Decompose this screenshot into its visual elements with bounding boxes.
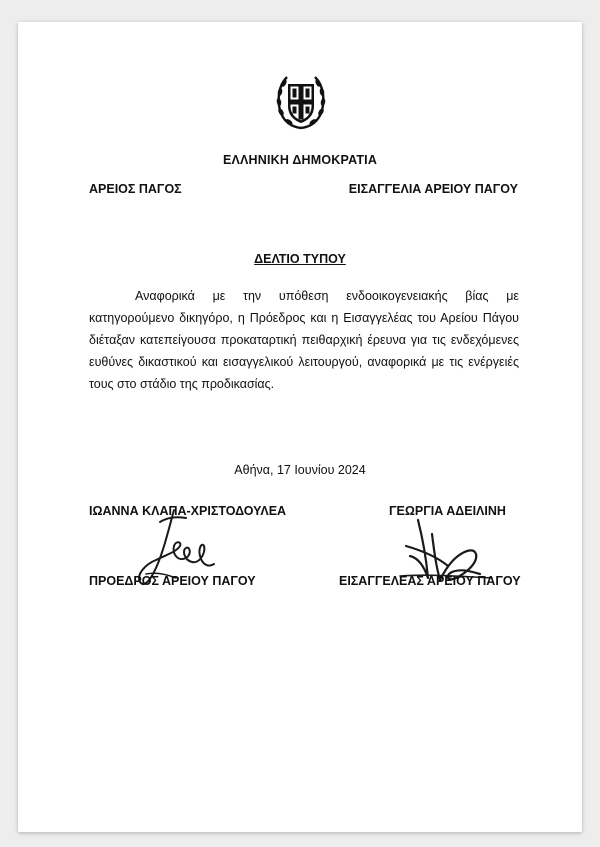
president-name: ΙΩΑΝΝΑ ΚΛΑΠΑ-ΧΡΙΣΤΟΔΟΥΛΕΑ (89, 504, 287, 518)
president-title: ΠΡΟΕΔΡΟΣ ΑΡΕΙΟΥ ΠΑΓΟΥ (89, 574, 256, 588)
dateline: Αθήνα, 17 Ιουνίου 2024 (234, 463, 366, 477)
prosecutor-title: ΕΙΣΑΓΓΕΛΕΑΣ ΑΡΕΙΟΥ ΠΑΓΟΥ (339, 574, 521, 588)
court-name: ΑΡΕΙΟΣ ΠΑΓΟΣ (89, 182, 182, 196)
republic-heading: ΕΛΛΗΝΙΚΗ ΔΗΜΟΚΡΑΤΙΑ (222, 153, 378, 167)
prosecution-office-name: ΕΙΣΑΓΓΕΛΙΑ ΑΡΕΙΟΥ ΠΑΓΟΥ (348, 182, 518, 196)
press-release-body: Αναφορικά με την υπόθεση ενδοοικογενειακής βίας με κατηγορούμενο δικηγόρο, η Πρόεδρος και η Εισαγγελέας του Αρείου Πάγου διέταξαν κατεπείγουσα προκαταρτική πειθαρχική έρευνα για τις ενδεχόμενες ευθύνες δικαστικού και εισαγγελικού λειτουργού, αναφορικά με τις ενέργειές τους στο στάδιο της προδικασίας. (89, 289, 519, 391)
document-page (18, 22, 582, 832)
greek-coat-of-arms-icon (274, 72, 328, 132)
press-release-title: ΔΕΛΤΙΟ ΤΥΠΟΥ (254, 252, 346, 266)
prosecutor-name: ΓΕΩΡΓΙΑ ΑΔΕΙΛΙΝΗ (389, 504, 506, 518)
